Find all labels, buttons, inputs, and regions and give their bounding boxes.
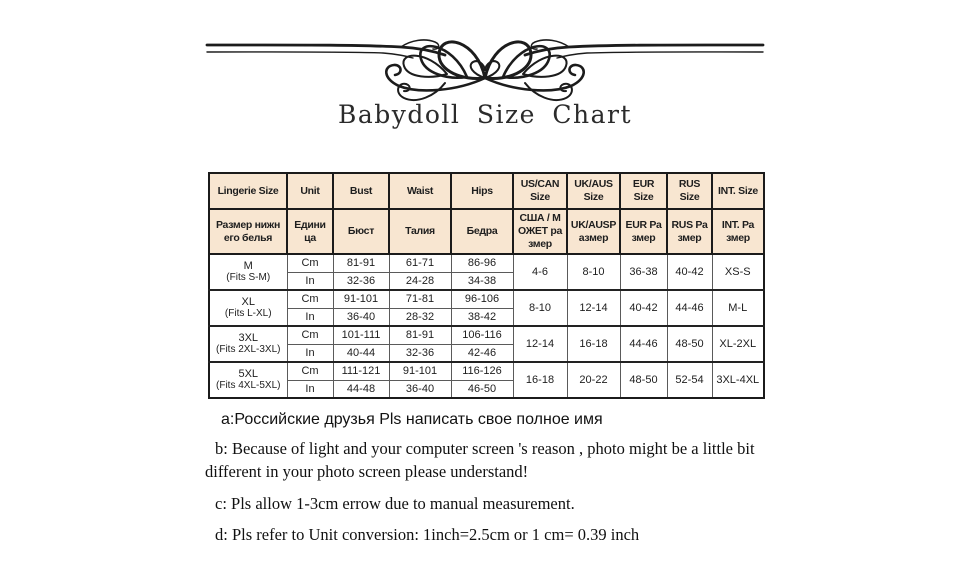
cell-int: XS-S [712,254,764,290]
cell-eur: 48-50 [620,362,667,398]
cell-us-can: 4-6 [513,254,567,290]
fits-label: (Fits L-XL) [224,308,272,319]
cell-unit-in: In [287,344,333,362]
cell-hips-in: 34-38 [451,272,513,290]
fits-label: (Fits 4XL-5XL) [216,380,281,391]
table-row [209,290,764,308]
cell-bust-in: 40-44 [333,344,389,362]
table-row [209,326,764,344]
header-ru-hips: Бедра [451,209,513,254]
cell-rus: 52-54 [667,362,712,398]
header-en-us-can-size: US/CAN Size [513,173,567,209]
size-chart-table [208,172,765,399]
cell-size-3xl [209,326,287,362]
cell-eur: 44-46 [620,326,667,362]
header-en-rus-size: RUS Size [667,173,712,209]
table-row [209,362,764,380]
cell-size-m [209,254,287,290]
header-ru-unit: Едини ца [287,209,333,254]
header-ru-waist: Талия [389,209,451,254]
header-ru-eur-size: EUR Ра змер [620,209,667,254]
fits-label: (Fits 2XL-3XL) [216,344,281,355]
header-en-lingerie-size: Lingerie Size [209,173,287,209]
cell-rus: 48-50 [667,326,712,362]
cell-eur: 40-42 [620,290,667,326]
cell-hips-in: 46-50 [451,380,513,398]
table-row [209,254,764,272]
cell-waist-in: 32-36 [389,344,451,362]
cell-bust-cm: 101-111 [333,326,389,344]
cell-uk-aus: 20-22 [567,362,620,398]
cell-uk-aus: 12-14 [567,290,620,326]
cell-us-can: 16-18 [513,362,567,398]
cell-bust-in: 32-36 [333,272,389,290]
header-en-waist: Waist [389,173,451,209]
size-label: XL [241,296,255,308]
header-row-en [209,173,764,209]
size-label: 3XL [238,332,259,344]
cell-uk-aus: 16-18 [567,326,620,362]
cell-waist-in: 36-40 [389,380,451,398]
cell-waist-in: 24-28 [389,272,451,290]
cell-uk-aus: 8-10 [567,254,620,290]
cell-hips-in: 38-42 [451,308,513,326]
cell-rus: 44-46 [667,290,712,326]
page-title: Babydoll Size Chart [337,100,633,129]
fits-label: (Fits S-M) [226,272,271,283]
note-c: c: Pls allow 1-3cm errow due to manual measurement. [215,493,575,513]
cell-hips-cm: 116-126 [451,362,513,380]
cell-unit-in: In [287,272,333,290]
cell-waist-cm: 91-101 [389,362,451,380]
note-a: a:Российские друзья Pls написать свое полное имя [221,411,603,428]
header-ru-us-can-size: США / М ОЖЕТ ра змер [513,209,567,254]
cell-unit-in: In [287,380,333,398]
header-en-unit: Unit [287,173,333,209]
header-ru-uk-aus-size: UK/AUSР азмер [567,209,620,254]
cell-int: M-L [712,290,764,326]
cell-bust-in: 44-48 [333,380,389,398]
cell-int: 3XL-4XL [712,362,764,398]
cell-hips-cm: 96-106 [451,290,513,308]
cell-bust-cm: 111-121 [333,362,389,380]
cell-rus: 40-42 [667,254,712,290]
cell-us-can: 8-10 [513,290,567,326]
cell-hips-cm: 106-116 [451,326,513,344]
header-ru-bust: Бюст [333,209,389,254]
cell-unit-cm: Cm [287,326,333,344]
flourish-ornament [205,28,765,103]
header-en-int-size: INT. Size [712,173,764,209]
header-en-hips: Hips [451,173,513,209]
cell-unit-cm: Cm [287,362,333,380]
cell-eur: 36-38 [620,254,667,290]
cell-hips-in: 42-46 [451,344,513,362]
cell-waist-cm: 81-91 [389,326,451,344]
header-row-ru [209,209,764,254]
cell-int: XL-2XL [712,326,764,362]
cell-waist-cm: 71-81 [389,290,451,308]
cell-waist-in: 28-32 [389,308,451,326]
header-en-uk-aus-size: UK/AUS Size [567,173,620,209]
cell-bust-cm: 81-91 [333,254,389,272]
header-ru-int-size: INT. Ра змер [712,209,764,254]
note-d: d: Pls refer to Unit conversion: 1inch=2.5cm or 1 cm= 0.39 inch [215,525,640,545]
cell-unit-in: In [287,308,333,326]
header-ru-rus-size: RUS Ра змер [667,209,712,254]
header-en-bust: Bust [333,173,389,209]
cell-us-can: 12-14 [513,326,567,362]
cell-unit-cm: Cm [287,290,333,308]
cell-size-5xl [209,362,287,398]
header-en-eur-size: EUR Size [620,173,667,209]
size-label: 5XL [238,368,259,380]
cell-size-xl [209,290,287,326]
cell-hips-cm: 86-96 [451,254,513,272]
note-b: b: Because of light and your computer screen 's reason , photo might be a little bit different in your photo screen please understand! [205,439,755,482]
cell-bust-cm: 91-101 [333,290,389,308]
cell-waist-cm: 61-71 [389,254,451,272]
cell-unit-cm: Cm [287,254,333,272]
header-ru-lingerie-size: Размер нижн его белья [209,209,287,254]
notes-section [205,405,773,547]
cell-bust-in: 36-40 [333,308,389,326]
size-label: M [243,260,253,272]
